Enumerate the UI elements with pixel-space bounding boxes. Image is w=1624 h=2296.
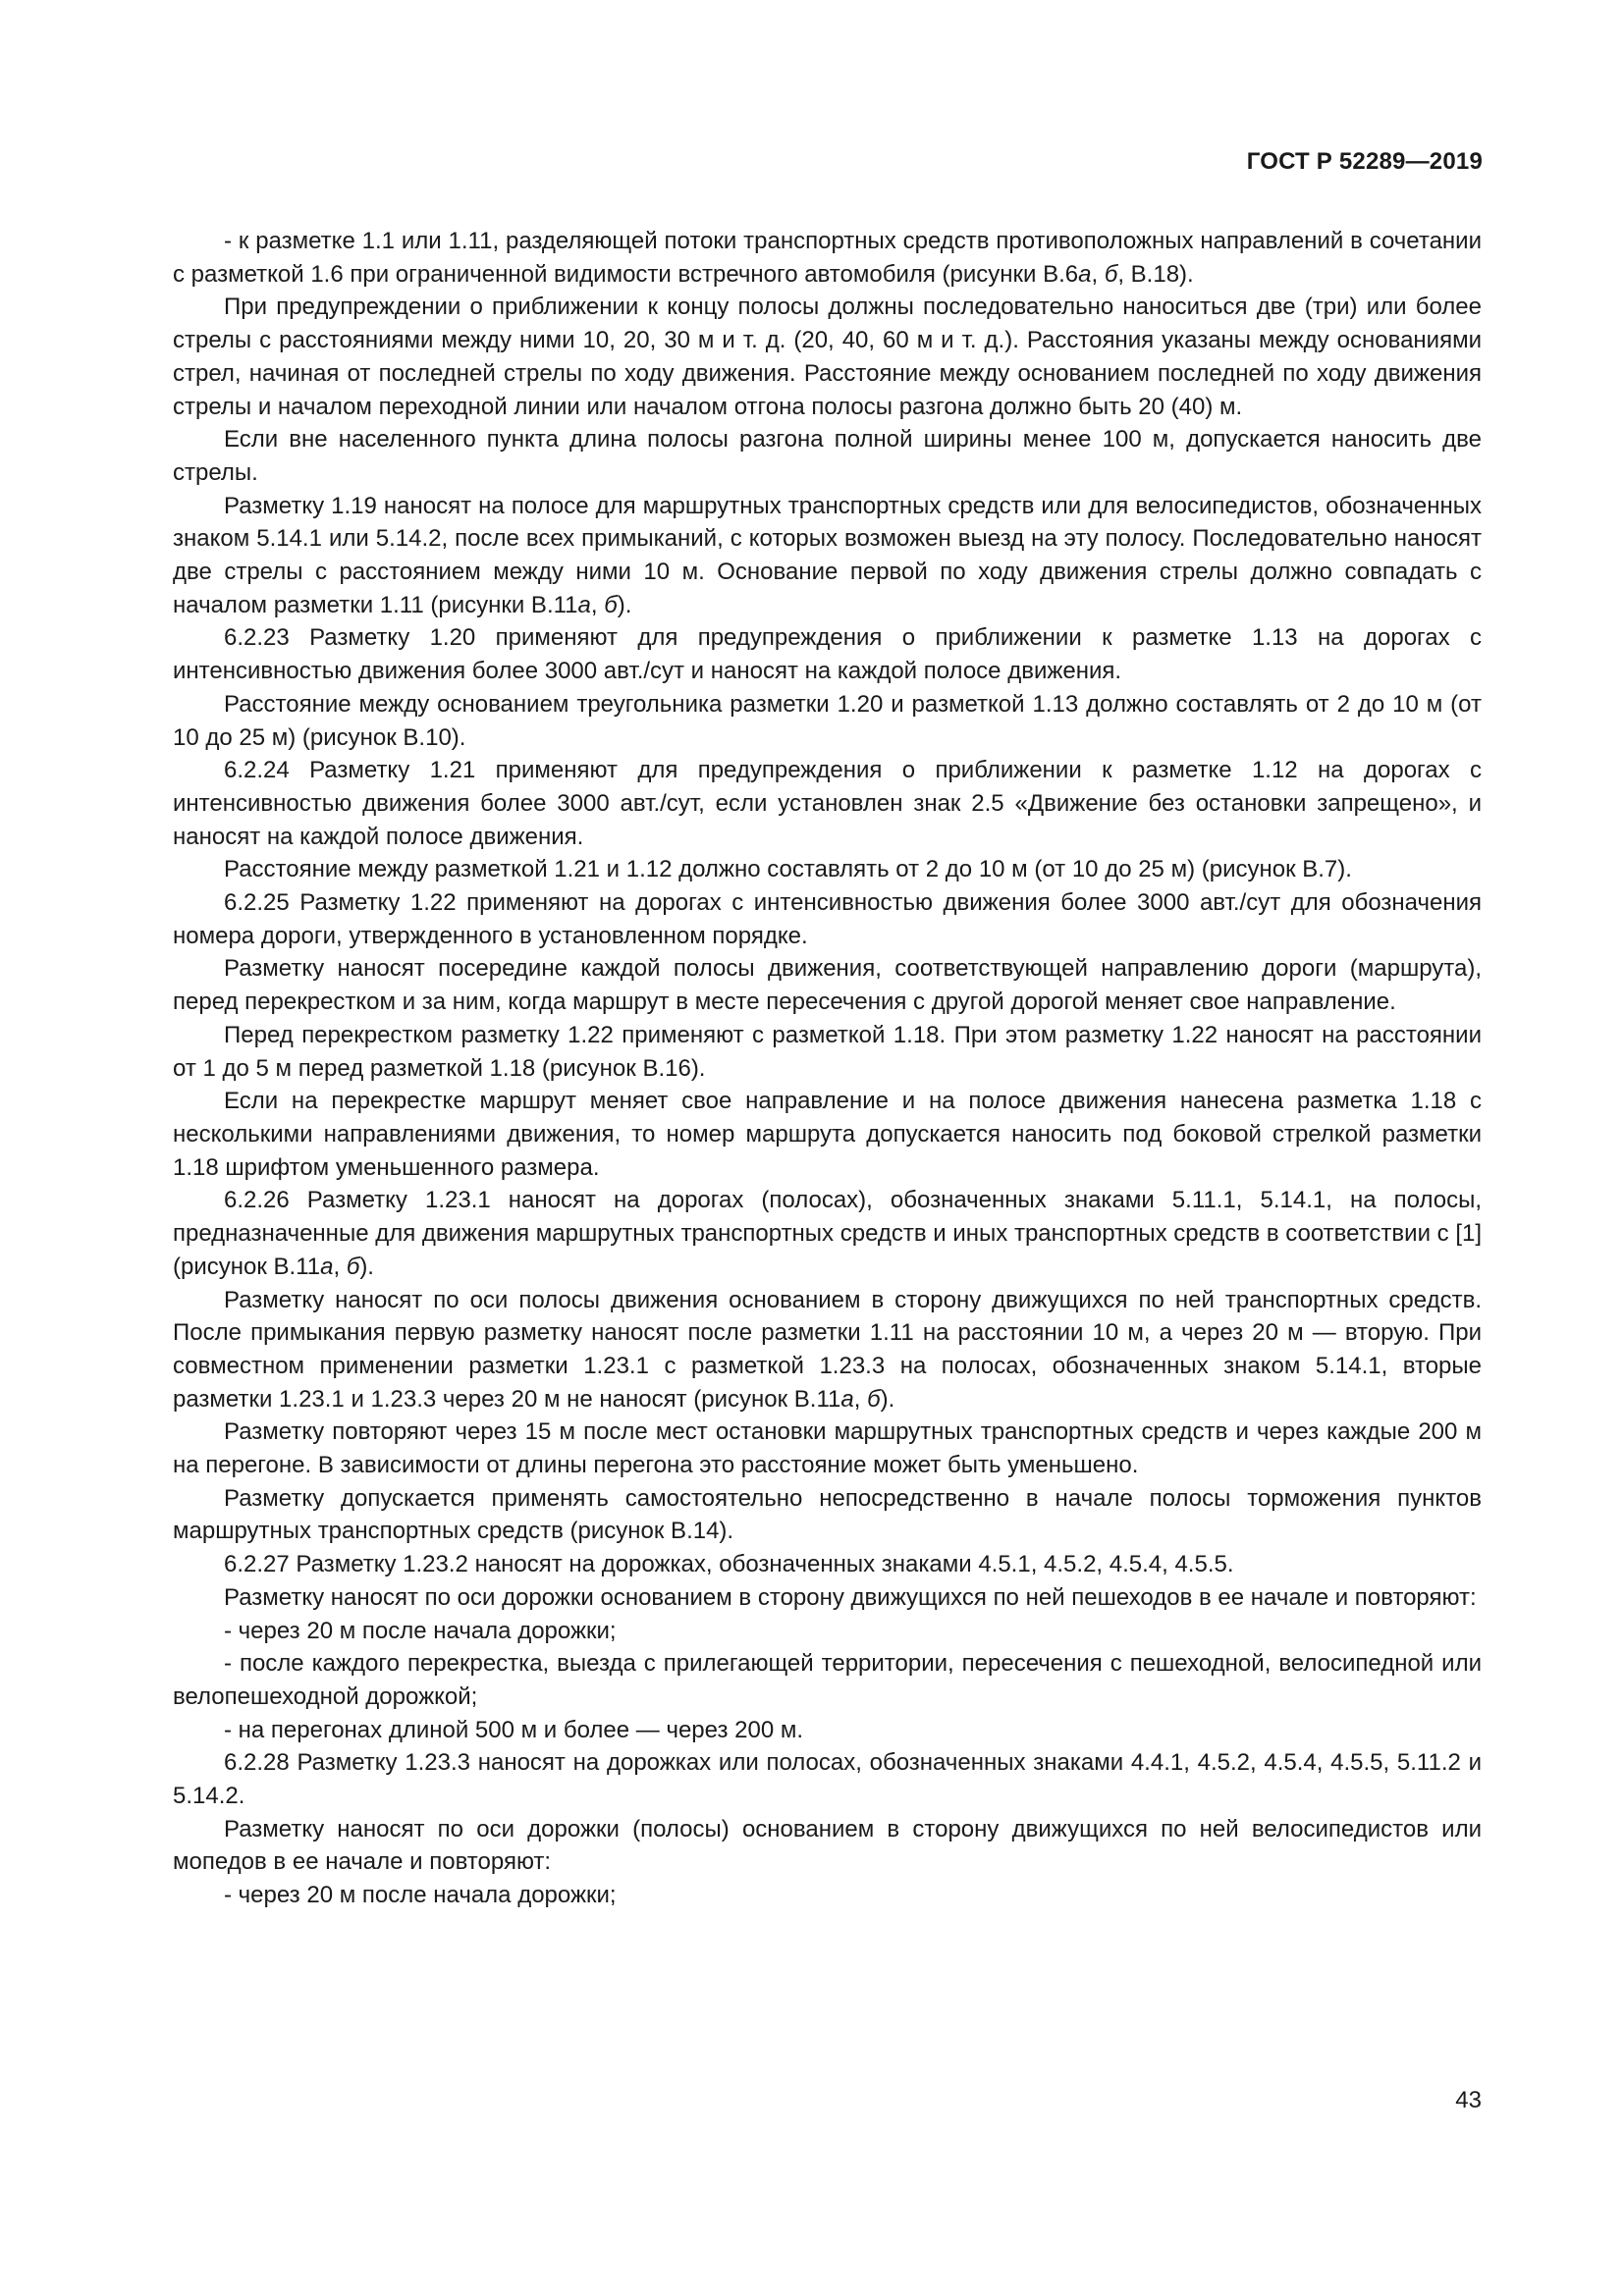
italic-text-segment: а (320, 1253, 334, 1280)
text-segment: 6.2.24 Разметку 1.21 применяют для предупреждения о приближении к разметке 1.12 на дорогах с интенсивностью движения более 3000 авт./сут, если установлен знак 2.5 «Движение без остановки запрещено», и наносят на каждой полосе движения. (173, 757, 1482, 850)
text-segment: Расстояние между разметкой 1.21 и 1.12 должно составлять от 2 до 10 м (от 10 до 25 м) (рисунок В.7). (224, 856, 1352, 883)
paragraph (173, 754, 1482, 853)
text-segment: , (590, 591, 605, 618)
text-segment: - на перегонах длиной 500 м и более — через 200 м. (224, 1716, 804, 1743)
text-segment: Разметку наносят посередине каждой полосы движения, соответствующей направлению дороги (маршрута), перед перекрестком и за ним, когда маршрут в месте пересечения с другой дорогой меняет свое направление. (173, 955, 1482, 1016)
paragraph (173, 1647, 1482, 1713)
text-segment: Перед перекрестком разметку 1.22 применяют с разметкой 1.18. При этом разметку 1.22 наносят на расстоянии от 1 до 5 м перед разметкой 1.18 (рисунок В.16). (173, 1021, 1482, 1082)
paragraph (173, 952, 1482, 1018)
paragraph (173, 1415, 1482, 1481)
text-segment: , (853, 1385, 868, 1413)
paragraph (173, 1184, 1482, 1283)
italic-text-segment: б (604, 591, 618, 618)
paragraph (173, 1284, 1482, 1416)
text-segment: 6.2.27 Разметку 1.23.2 наносят на дорожках, обозначенных знаками 4.5.1, 4.5.2, 4.5.4, 4.5.5. (224, 1551, 1234, 1578)
paragraph (173, 1714, 1482, 1747)
italic-text-segment: а (840, 1385, 854, 1413)
text-segment: 6.2.25 Разметку 1.22 применяют на дорогах с интенсивностью движения более 3000 авт./сут для обозначения номера дороги, утвержденного в установленном порядке. (173, 889, 1482, 949)
paragraph (173, 1879, 1482, 1912)
italic-text-segment: б (1104, 260, 1118, 288)
paragraph (173, 1581, 1482, 1615)
text-segment: Расстояние между основанием треугольника разметки 1.20 и разметкой 1.13 должно составлять от 2 до 10 м (от 10 до 25 м) (рисунок В.10). (173, 690, 1482, 751)
paragraph (173, 490, 1482, 622)
text-segment: - через 20 м после начала дорожки; (224, 1617, 617, 1644)
document-code-header: ГОСТ Р 52289—2019 (1246, 148, 1483, 175)
text-segment: Разметку наносят по оси дорожки основанием в сторону движущихся по ней пешеходов в ее начале и повторяют: (224, 1583, 1477, 1611)
paragraph (173, 853, 1482, 886)
paragraph (173, 1615, 1482, 1648)
text-segment: ). (359, 1253, 374, 1280)
italic-text-segment: б (867, 1385, 881, 1413)
text-segment: - к разметке 1.1 или 1.11, разделяющей потоки транспортных средств противоположных направлений в сочетании с разметкой 1.6 при ограниченной видимости встречного автомобиля (рисунки В.6 (173, 228, 1482, 288)
page-number: 43 (1455, 2087, 1482, 2113)
text-segment: - через 20 м после начала дорожки; (224, 1882, 617, 1909)
text-segment: Если на перекрестке маршрут меняет свое направление и на полосе движения нанесена разметка 1.18 с несколькими направлениями движения, то номер маршрута допускается наносить под боковой стрелкой разметки 1.18 шрифтом уменьшенного размера. (173, 1088, 1482, 1181)
paragraph (173, 1085, 1482, 1184)
text-segment: При предупреждении о приближении к концу полосы должны последовательно наноситься две (три) или более стрелы с расстояниями между ними 10, 20, 30 м и т. д. (20, 40, 60 м и т. д.). Расстояния указаны между основаниями стрел, начиная от последней стрелы по ходу движения. Расстояние между основанием последней по ходу движения стрелы и началом переходной линии или началом отгона полосы разгона должно быть 20 (40) м. (173, 294, 1482, 420)
paragraph (173, 1548, 1482, 1581)
text-segment: 6.2.23 Разметку 1.20 применяют для предупреждения о приближении к разметке 1.13 на дорогах с интенсивностью движения более 3000 авт./сут и наносят на каждой полосе движения. (173, 624, 1482, 685)
text-segment: Разметку наносят по оси полосы движения основанием в сторону движущихся по ней транспортных средств. После примыкания первую разметку наносят после разметки 1.11 на расстоянии 10 м, а через 20 м — вторую. При совместном применении разметки 1.23.1 с разметкой 1.23.3 на полосах, обозначенных знаком 5.14.1, вторые разметки 1.23.1 и 1.23.3 через 20 м не наносят (рисунок В.11 (173, 1286, 1482, 1413)
text-segment: Разметку повторяют через 15 м после мест остановки маршрутных транспортных средств и через каждые 200 м на перегоне. В зависимости от длины перегона это расстояние может быть уменьшено. (173, 1418, 1482, 1479)
paragraph (173, 886, 1482, 952)
paragraph (173, 423, 1482, 489)
paragraph (173, 1746, 1482, 1812)
text-segment: Разметку допускается применять самостоятельно непосредственно в начале полосы торможения пунктов маршрутных транспортных средств (рисунок В.14). (173, 1484, 1482, 1545)
italic-text-segment: а (1078, 260, 1092, 288)
text-segment: , (333, 1253, 347, 1280)
text-segment: Разметку 1.19 наносят на полосе для маршрутных транспортных средств или для велосипедистов, обозначенных знаком 5.14.1 или 5.14.2, после всех примыканий, с которых возможен выезд на эту полосу. Последовательно наносят две стрелы с расстоянием между ними 10 м. Основание первой по ходу движения стрелы должно совпадать с началом разметки 1.11 (рисунки В.11 (173, 492, 1482, 618)
text-segment: , (1091, 260, 1105, 288)
paragraph (173, 688, 1482, 754)
text-segment: Разметку наносят по оси дорожки (полосы) основанием в сторону движущихся по ней велосипедистов или мопедов в ее начале и повторяют: (173, 1815, 1482, 1876)
text-segment: - после каждого перекрестка, выезда с прилегающей территории, пересечения с пешеходной, велосипедной или велопешеходной дорожкой; (173, 1650, 1482, 1710)
text-segment: 6.2.28 Разметку 1.23.3 наносят на дорожках или полосах, обозначенных знаками 4.4.1, 4.5.2, 4.5.4, 4.5.5, 5.11.2 и 5.14.2. (173, 1749, 1482, 1810)
text-segment: 6.2.26 Разметку 1.23.1 наносят на дорогах (полосах), обозначенных знаками 5.11.1, 5.14.1, на полосы, предназначенные для движения маршрутных транспортных средств и иных транспортных средств в соответствии с [1] (рисунок В.11 (173, 1187, 1482, 1280)
paragraph (173, 1019, 1482, 1085)
document-body (173, 225, 1482, 1912)
paragraph (173, 291, 1482, 423)
paragraph (173, 1813, 1482, 1879)
text-segment: ). (880, 1385, 895, 1413)
italic-text-segment: б (346, 1253, 360, 1280)
text-segment: Если вне населенного пункта длина полосы разгона полной ширины менее 100 м, допускается наносить две стрелы. (173, 426, 1482, 486)
paragraph (173, 621, 1482, 687)
paragraph (173, 225, 1482, 291)
italic-text-segment: а (577, 591, 591, 618)
text-segment: ). (617, 591, 632, 618)
paragraph (173, 1482, 1482, 1548)
text-segment: , В.18). (1117, 260, 1194, 288)
